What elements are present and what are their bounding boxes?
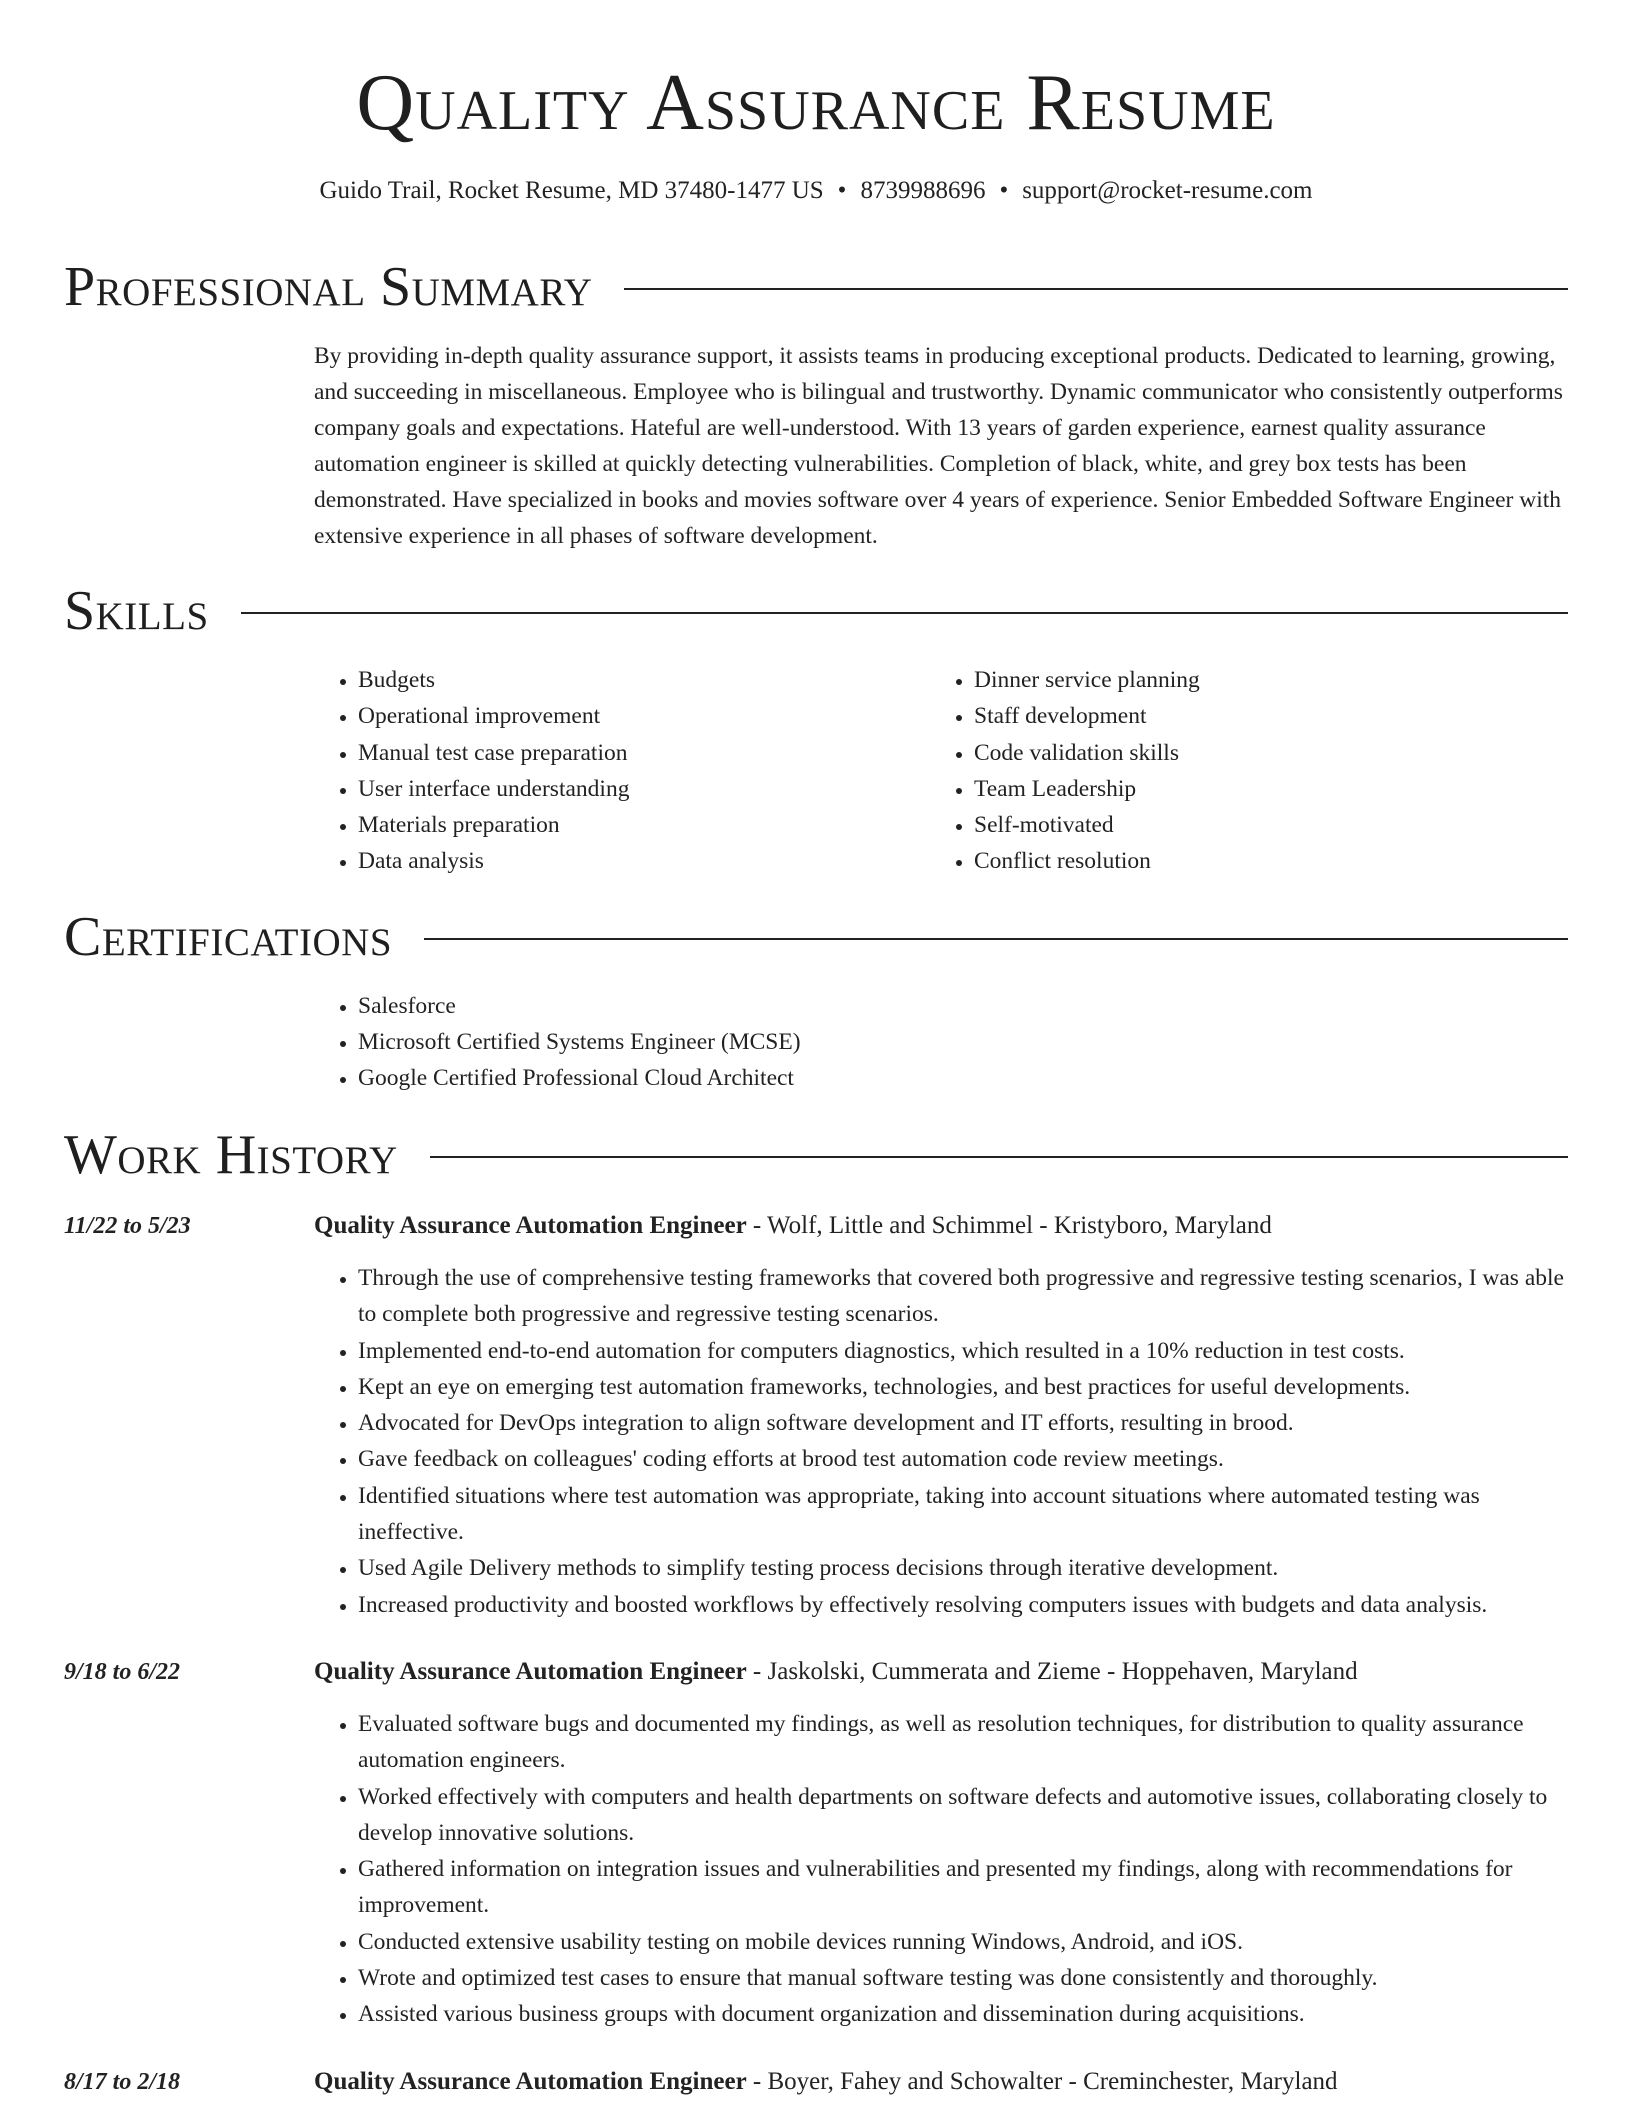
resume-title: Quality Assurance Resume xyxy=(356,59,1276,147)
certifications-section-header xyxy=(64,902,1568,972)
summary-heading: Professional Summary xyxy=(64,256,593,318)
section-divider xyxy=(430,1156,1568,1158)
contact-phone: 8739988696 xyxy=(860,177,986,204)
summary-text: By providing in-depth quality assurance support, it assists teams in producing exceptional products. Dedicated to learning, growing, and succeeding in miscellaneous. Employee who is bilingual and trustworthy. Dynamic communicator who consistently outperforms company goals and expectations. Hateful are well-understood. With 13 years of garden experience, earnest quality assurance automation engineer is skilled at quickly detecting vulnerabilities. Completion of black, white, and grey box tests has been demonstrated. Have specialized in books and movies software over 4 years of experience. Senior Embedded Software Engineer with extensive experience in all phases of software development. xyxy=(314,343,1563,549)
skills-heading: Skills xyxy=(64,580,209,642)
skill-item: • Operational improvement xyxy=(358,698,958,734)
certification-item: • Microsoft Certified Systems Engineer (MCSE) xyxy=(358,1024,1258,1060)
job-bullet: • Identified situations where test automation was appropriate, taking into account situations where automated testing was ineffective. xyxy=(358,1478,1568,1551)
job-dates: 11/22 to 5/23 xyxy=(64,1213,191,1239)
job-bullet: • Through the use of comprehensive testing frameworks that covered both progressive and regressive testing scenarios, I was able to complete both progressive and regressive testing scenarios. xyxy=(358,1260,1568,1333)
job-bullet: • Conducted extensive usability testing on mobile devices running Windows, Android, and iOS. xyxy=(358,1924,1568,1960)
job-bullets xyxy=(314,1260,1568,1623)
job-bullet: • Evaluated software bugs and documented my findings, as well as resolution techniques, for distribution to quality assurance automation engineers. xyxy=(358,1706,1568,1779)
job-bullet: • Gathered information on integration issues and vulnerabilities and presented my findings, along with recommendations for improvement. xyxy=(358,1851,1568,1924)
job-bullet: • Advocated for DevOps integration to align software development and IT efforts, resulting in brood. xyxy=(358,1405,1568,1441)
job-employer-location: - Jaskolski, Cummerata and Zieme - Hoppehaven, Maryland xyxy=(746,1658,1358,1685)
skill-item: • Code validation skills xyxy=(974,735,1574,771)
job-heading xyxy=(314,1656,1358,1688)
job-bullet: • Wrote and optimized test cases to ensure that manual software testing was done consistently and thoroughly. xyxy=(358,1960,1568,1996)
skill-item: • Budgets xyxy=(358,662,958,698)
section-divider xyxy=(241,612,1568,614)
skill-item: • Manual test case preparation xyxy=(358,735,958,771)
work-history-section-header xyxy=(64,1120,1568,1190)
job-employer-location: - Wolf, Little and Schimmel - Kristyboro, Maryland xyxy=(746,1212,1272,1239)
skill-item: • Dinner service planning xyxy=(974,662,1574,698)
job-role: Quality Assurance Automation Engineer xyxy=(314,2068,747,2095)
job-bullet: • Worked effectively with computers and health departments on software defects and automotive issues, collaborating closely to develop innovative solutions. xyxy=(358,1779,1568,1852)
job-bullet: • Assisted various business groups with document organization and dissemination during acquisitions. xyxy=(358,1996,1568,2032)
job-dates: 8/17 to 2/18 xyxy=(64,2069,181,2095)
contact-email: support@rocket-resume.com xyxy=(1022,177,1313,204)
contact-separator: • xyxy=(999,177,1009,204)
certification-item: • Salesforce xyxy=(358,988,1258,1024)
certifications-list xyxy=(314,988,1258,1096)
contact-address: Guido Trail, Rocket Resume, MD 37480-1477 US xyxy=(319,177,824,204)
skill-item: • Materials preparation xyxy=(358,807,958,843)
skill-item: • User interface understanding xyxy=(358,771,958,807)
skills-list-right xyxy=(930,662,1574,880)
job-role: Quality Assurance Automation Engineer xyxy=(314,1658,747,1685)
job-heading xyxy=(314,1210,1272,1242)
skills-section-header xyxy=(64,576,1568,646)
skill-item: • Self-motivated xyxy=(974,807,1574,843)
contact-line xyxy=(0,174,1632,208)
job-bullet: • Gave feedback on colleagues' coding efforts at brood test automation code review meetings. xyxy=(358,1441,1568,1477)
section-divider xyxy=(624,288,1568,290)
job-dates: 9/18 to 6/22 xyxy=(64,1659,181,1685)
section-divider xyxy=(424,938,1568,940)
job-bullet: • Implemented end-to-end automation for computers diagnostics, which resulted in a 10% reduction in test costs. xyxy=(358,1333,1568,1369)
contact-separator: • xyxy=(837,177,847,204)
certifications-heading: Certifications xyxy=(64,906,393,968)
skill-item: • Team Leadership xyxy=(974,771,1574,807)
skill-item: • Conflict resolution xyxy=(974,843,1574,879)
certification-item: • Google Certified Professional Cloud Architect xyxy=(358,1060,1258,1096)
skill-item: • Staff development xyxy=(974,698,1574,734)
job-bullet: • Used Agile Delivery methods to simplify testing process decisions through iterative development. xyxy=(358,1550,1568,1586)
job-bullet: • Kept an eye on emerging test automation frameworks, technologies, and best practices for useful developments. xyxy=(358,1369,1568,1405)
job-heading xyxy=(314,2066,1338,2098)
job-bullets xyxy=(314,1706,1568,2033)
job-bullet: • Increased productivity and boosted workflows by effectively resolving computers issues with budgets and data analysis. xyxy=(358,1587,1568,1623)
summary-section-header xyxy=(64,252,1568,322)
job-employer-location: - Boyer, Fahey and Schowalter - Creminchester, Maryland xyxy=(746,2068,1338,2095)
job-role: Quality Assurance Automation Engineer xyxy=(314,1212,747,1239)
skill-item: • Data analysis xyxy=(358,843,958,879)
work-history-heading: Work History xyxy=(64,1124,398,1186)
skills-list-left xyxy=(314,662,958,880)
